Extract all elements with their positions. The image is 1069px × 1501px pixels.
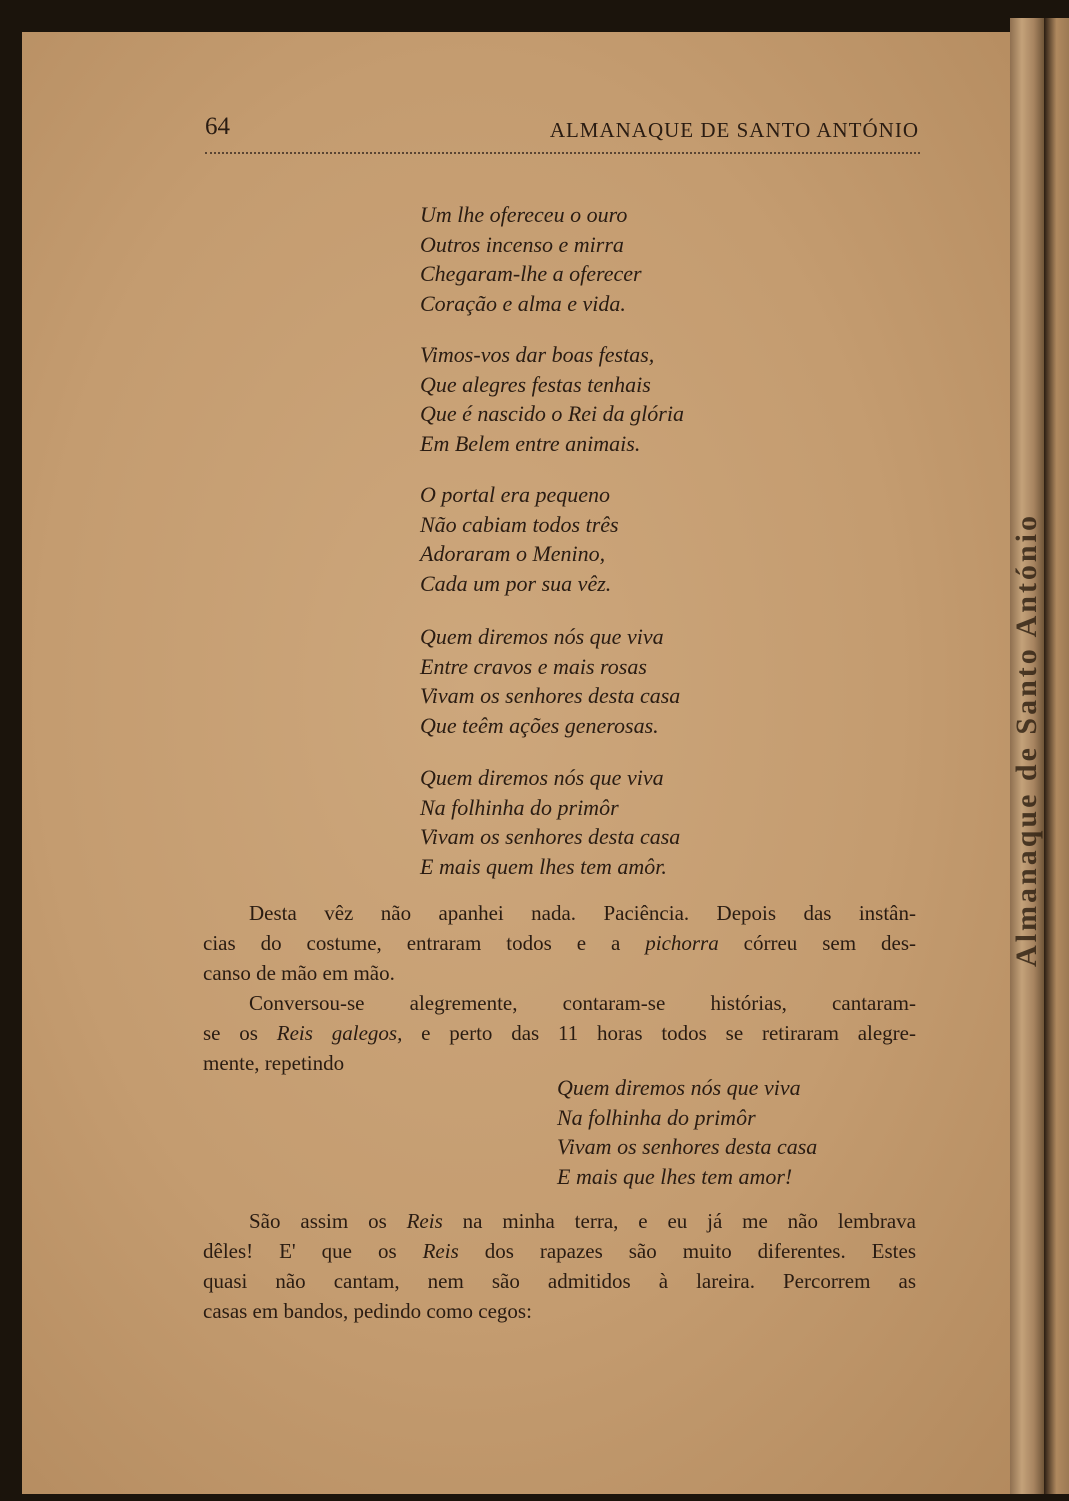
verse-line: Outros incenso e mirra bbox=[420, 231, 624, 257]
stanza-3 bbox=[420, 480, 619, 598]
emphasis-text: Reis bbox=[406, 1209, 443, 1233]
verse-line: Coração e alma e vida. bbox=[420, 290, 626, 316]
final-stanza bbox=[557, 1073, 817, 1191]
paragraph-3 bbox=[203, 1206, 916, 1326]
verse-line: Vivam os senhores desta casa bbox=[420, 824, 681, 849]
verse-line: Chegaram-lhe a oferecer bbox=[420, 261, 642, 286]
verse-line: O portal era pequeno bbox=[420, 482, 611, 507]
verse-line: Vimos-vos dar boas festas, bbox=[420, 342, 655, 367]
stanza-2 bbox=[420, 340, 684, 458]
stanza-1 bbox=[420, 200, 642, 318]
prose-line: dêles! E' que os Reis dos rapazes são muito diferentes. Estes bbox=[203, 1239, 916, 1263]
stanza-5 bbox=[420, 763, 680, 881]
verse-line: Vivam os senhores desta casa bbox=[420, 683, 681, 708]
page-edge bbox=[1044, 18, 1069, 1494]
paragraph-1 bbox=[203, 898, 916, 988]
verse-line: E mais quem lhes tem amôr. bbox=[420, 853, 667, 879]
prose-line: cias do costume, entraram todos e a pichorra córreu sem des- bbox=[203, 931, 916, 955]
verse-line: Entre cravos e mais rosas bbox=[420, 653, 647, 679]
prose-line: casas em bandos, pedindo como cegos: bbox=[203, 1299, 532, 1323]
verse-line: Cada um por sua vêz. bbox=[420, 570, 612, 596]
prose-line: canso de mão em mão. bbox=[203, 961, 395, 985]
emphasis-text: pichorra bbox=[645, 931, 719, 955]
verse-line: Quem diremos nós que viva bbox=[420, 624, 664, 649]
verse-line: Não cabiam todos três bbox=[420, 511, 619, 537]
running-title: ALMANAQUE DE SANTO ANTÓNIO bbox=[549, 118, 919, 142]
verse-line: Vivam os senhores desta casa bbox=[557, 1134, 818, 1159]
verse-line: Que alegres festas tenhais bbox=[420, 371, 651, 397]
prose-line: mente, repetindo bbox=[203, 1051, 345, 1075]
emphasis-text: Reis galegos, bbox=[276, 1021, 403, 1045]
verse-line: Que teêm ações generosas. bbox=[420, 712, 659, 738]
paragraph-2 bbox=[203, 988, 916, 1078]
prose-line: Conversou-se alegremente, contaram-se histórias, cantaram- bbox=[249, 991, 916, 1015]
verse-line: Que é nascido o Rei da glória bbox=[420, 401, 684, 426]
verse-line: Quem diremos nós que viva bbox=[420, 765, 664, 790]
verse-line: Na folhinha do primôr bbox=[420, 794, 619, 820]
page-number: 64 bbox=[205, 113, 230, 140]
verse-line: Adoraram o Menino, bbox=[420, 541, 606, 566]
prose-line: quasi não cantam, nem são admitidos à lareira. Percorrem as bbox=[203, 1269, 916, 1293]
verse-line: Na folhinha do primôr bbox=[557, 1104, 756, 1130]
verse-line: Em Belem entre animais. bbox=[420, 430, 641, 456]
prose-line: Desta vêz não apanhei nada. Paciência. Depois das instân- bbox=[249, 901, 916, 925]
prose-line: se os Reis galegos, e perto das 11 horas todos se retiraram alegre- bbox=[203, 1021, 916, 1045]
verse-line: E mais que lhes tem amor! bbox=[557, 1163, 793, 1189]
prose-line: São assim os Reis na minha terra, e eu já me não lembrava bbox=[249, 1209, 916, 1233]
verse-line: Quem diremos nós que viva bbox=[557, 1075, 801, 1100]
emphasis-text: Reis bbox=[422, 1239, 459, 1263]
verse-line: Um lhe ofereceu o ouro bbox=[420, 202, 628, 227]
spine-title: Almanaque de Santo António bbox=[1010, 513, 1043, 967]
stanza-4 bbox=[420, 622, 680, 740]
header-divider bbox=[205, 152, 920, 154]
